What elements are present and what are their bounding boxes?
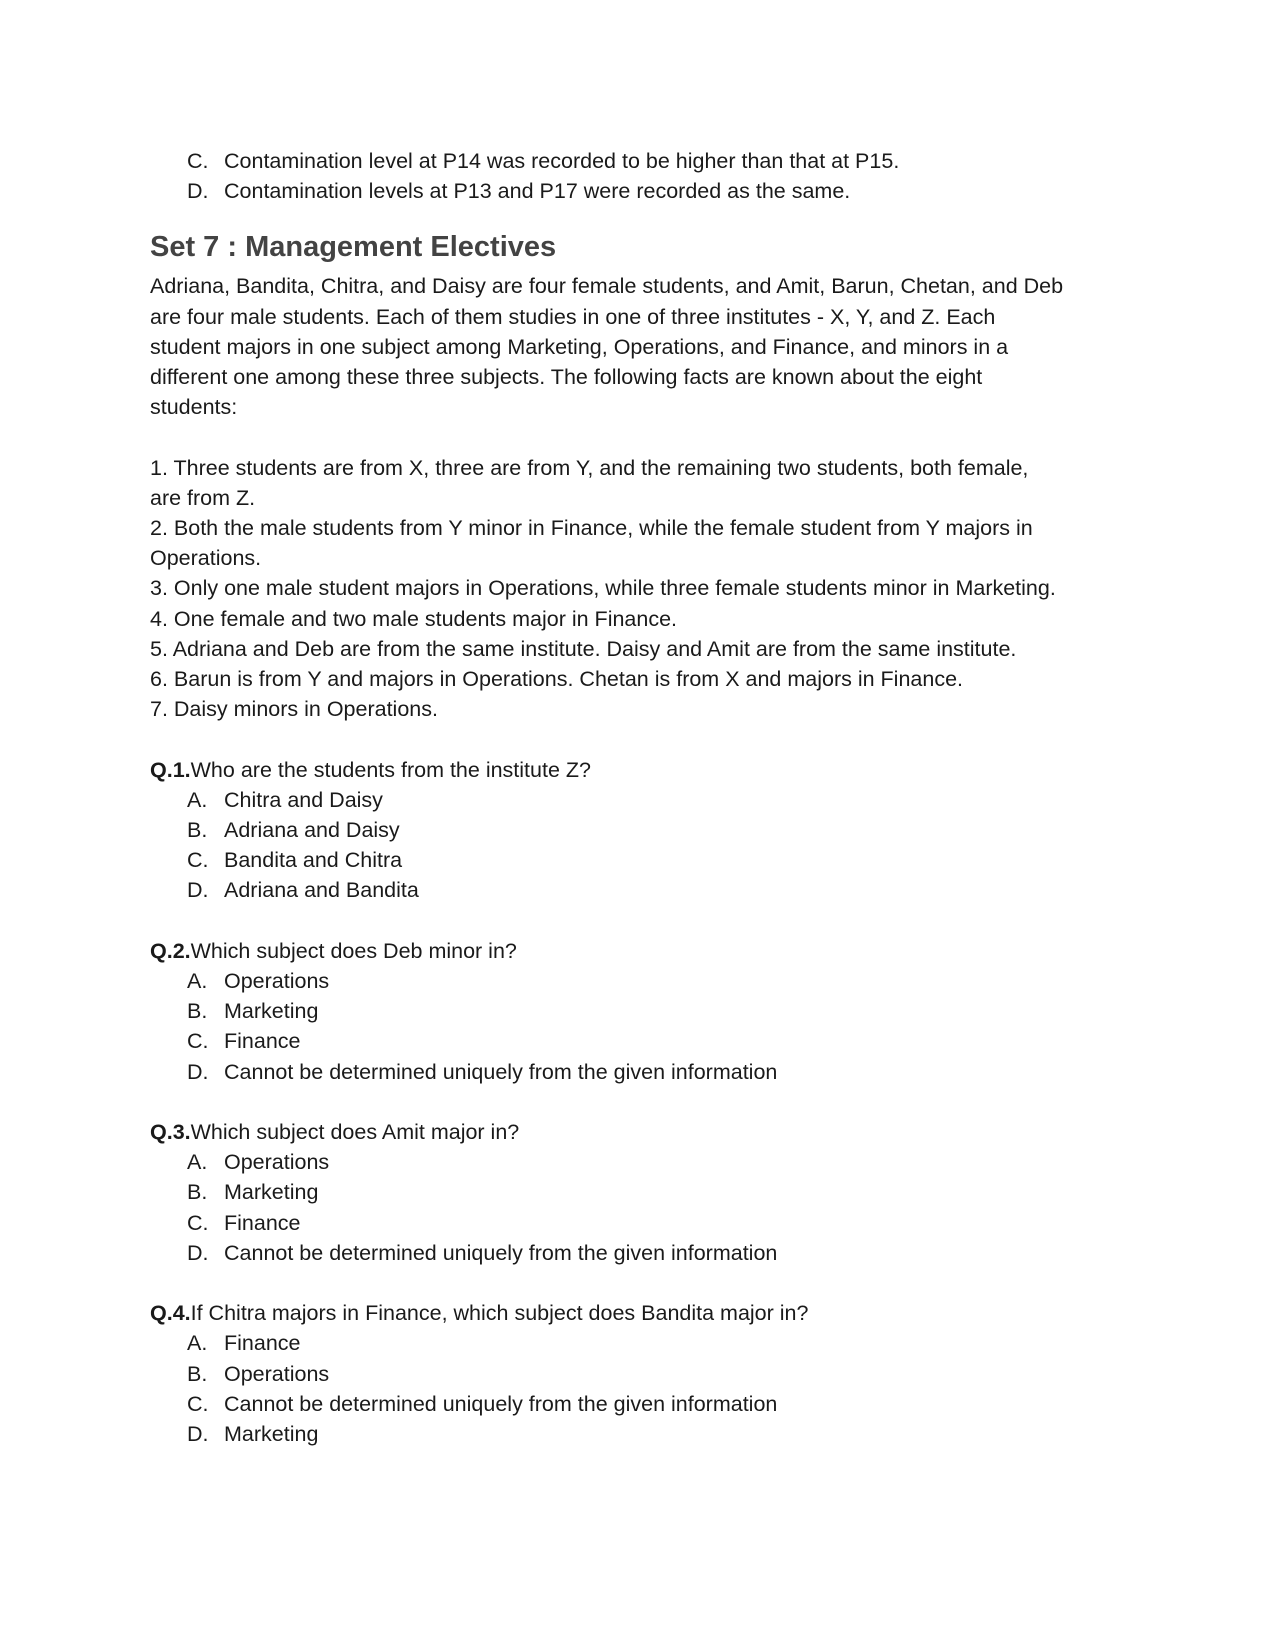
option-letter: A. bbox=[187, 1150, 208, 1175]
option-item bbox=[187, 1238, 1140, 1268]
option-item bbox=[187, 815, 1140, 845]
option-text: Operations bbox=[224, 969, 330, 994]
option-letter: B. bbox=[187, 1180, 208, 1205]
question-block bbox=[150, 755, 1140, 906]
option-letter: C. bbox=[187, 1210, 209, 1235]
question-line bbox=[150, 1117, 1140, 1147]
option-letter: D. bbox=[187, 1240, 209, 1265]
fact-item-continued: are from Z. bbox=[150, 485, 256, 510]
option-text: Operations bbox=[224, 1361, 330, 1386]
option-text: Marketing bbox=[224, 1180, 319, 1205]
document-page bbox=[150, 146, 1140, 1449]
option-item bbox=[187, 1057, 1140, 1087]
option-letter: B. bbox=[187, 818, 208, 843]
set-title: Set 7 : Management Electives bbox=[150, 231, 557, 264]
question-text: If Chitra majors in Finance, which subject does Bandita major in? bbox=[190, 1301, 809, 1326]
intro-line: student majors in one subject among Marketing, Operations, and Finance, and minors in a bbox=[150, 334, 1009, 359]
option-letter: C. bbox=[187, 848, 209, 873]
option-letter: B. bbox=[187, 1361, 208, 1386]
fact-item: 7. Daisy minors in Operations. bbox=[150, 697, 438, 722]
option-letter: C. bbox=[187, 1029, 209, 1054]
fact-item: 1. Three students are from X, three are from Y, and the remaining two students, both female, bbox=[150, 455, 1029, 480]
option-item bbox=[187, 875, 1140, 905]
option-text: Bandita and Chitra bbox=[224, 848, 403, 873]
question-block bbox=[150, 1117, 1140, 1268]
option-item bbox=[187, 1389, 1140, 1419]
option-item bbox=[187, 966, 1140, 996]
question-line bbox=[150, 936, 1140, 966]
option-item bbox=[187, 146, 1140, 176]
option-item bbox=[187, 1208, 1140, 1238]
set-intro bbox=[150, 271, 1140, 422]
option-item bbox=[187, 1359, 1140, 1389]
option-letter: C. bbox=[187, 1391, 209, 1416]
option-text: Contamination level at P14 was recorded to be higher than that at P15. bbox=[224, 149, 900, 173]
option-item bbox=[187, 845, 1140, 875]
question-options bbox=[150, 1328, 1140, 1449]
question-block bbox=[150, 936, 1140, 1087]
option-text: Operations bbox=[224, 1150, 330, 1175]
option-text: Contamination levels at P13 and P17 were recorded as the same. bbox=[224, 179, 851, 204]
option-letter: A. bbox=[187, 1331, 208, 1356]
question-options bbox=[150, 966, 1140, 1087]
fact-item-continued: Operations. bbox=[150, 546, 262, 571]
fact-item: 3. Only one male student majors in Operations, while three female students minor in Marketing. bbox=[150, 576, 1056, 601]
question-block bbox=[150, 1298, 1140, 1449]
intro-line: Adriana, Bandita, Chitra, and Daisy are four female students, and Amit, Barun, Chetan, and Deb bbox=[150, 274, 1064, 299]
intro-line: are four male students. Each of them studies in one of three institutes - X, Y, and Z. Each bbox=[150, 304, 996, 329]
fact-item: 4. One female and two male students major in Finance. bbox=[150, 606, 678, 631]
question-number: Q.4. bbox=[150, 1301, 191, 1326]
option-text: Finance bbox=[224, 1331, 301, 1356]
option-text: Cannot be determined uniquely from the given information bbox=[224, 1059, 778, 1084]
option-item bbox=[187, 996, 1140, 1026]
fact-item: 5. Adriana and Deb are from the same institute. Daisy and Amit are from the same institute. bbox=[150, 636, 1017, 661]
option-letter: D. bbox=[187, 1059, 209, 1084]
question-number: Q.1. bbox=[150, 757, 191, 782]
previous-question-options bbox=[150, 146, 1140, 206]
facts-list bbox=[150, 453, 1140, 725]
option-item bbox=[187, 1147, 1140, 1177]
option-letter: B. bbox=[187, 999, 208, 1024]
option-letter: D. bbox=[187, 1422, 209, 1447]
option-text: Marketing bbox=[224, 999, 319, 1024]
option-text: Cannot be determined uniquely from the given information bbox=[224, 1240, 778, 1265]
option-letter: C. bbox=[187, 149, 209, 173]
fact-item: 6. Barun is from Y and majors in Operations. Chetan is from X and majors in Finance. bbox=[150, 667, 964, 692]
option-item bbox=[187, 1177, 1140, 1207]
option-item bbox=[187, 1419, 1140, 1449]
question-number: Q.3. bbox=[150, 1120, 191, 1145]
option-text: Cannot be determined uniquely from the given information bbox=[224, 1391, 778, 1416]
question-line bbox=[150, 1298, 1140, 1328]
intro-line: different one among these three subjects. The following facts are known about the eight bbox=[150, 365, 983, 390]
question-options bbox=[150, 1147, 1140, 1268]
option-letter: A. bbox=[187, 787, 208, 812]
question-text: Who are the students from the institute Z? bbox=[190, 757, 591, 782]
option-item bbox=[187, 785, 1140, 815]
option-text: Adriana and Bandita bbox=[224, 878, 419, 903]
option-letter: D. bbox=[187, 179, 209, 204]
option-item bbox=[187, 1328, 1140, 1358]
question-text: Which subject does Amit major in? bbox=[190, 1120, 520, 1145]
option-text: Marketing bbox=[224, 1422, 319, 1447]
intro-line: students: bbox=[150, 395, 238, 420]
option-letter: D. bbox=[187, 878, 209, 903]
option-text: Finance bbox=[224, 1210, 301, 1235]
fact-item: 2. Both the male students from Y minor in Finance, while the female student from Y majors in bbox=[150, 516, 1033, 541]
question-text: Which subject does Deb minor in? bbox=[190, 938, 517, 963]
option-item bbox=[187, 176, 1140, 206]
option-text: Chitra and Daisy bbox=[224, 787, 383, 812]
option-text: Finance bbox=[224, 1029, 301, 1054]
question-options bbox=[150, 785, 1140, 906]
option-text: Adriana and Daisy bbox=[224, 818, 400, 843]
option-letter: A. bbox=[187, 969, 208, 994]
option-item bbox=[187, 1026, 1140, 1056]
question-line bbox=[150, 755, 1140, 785]
question-number: Q.2. bbox=[150, 938, 191, 963]
